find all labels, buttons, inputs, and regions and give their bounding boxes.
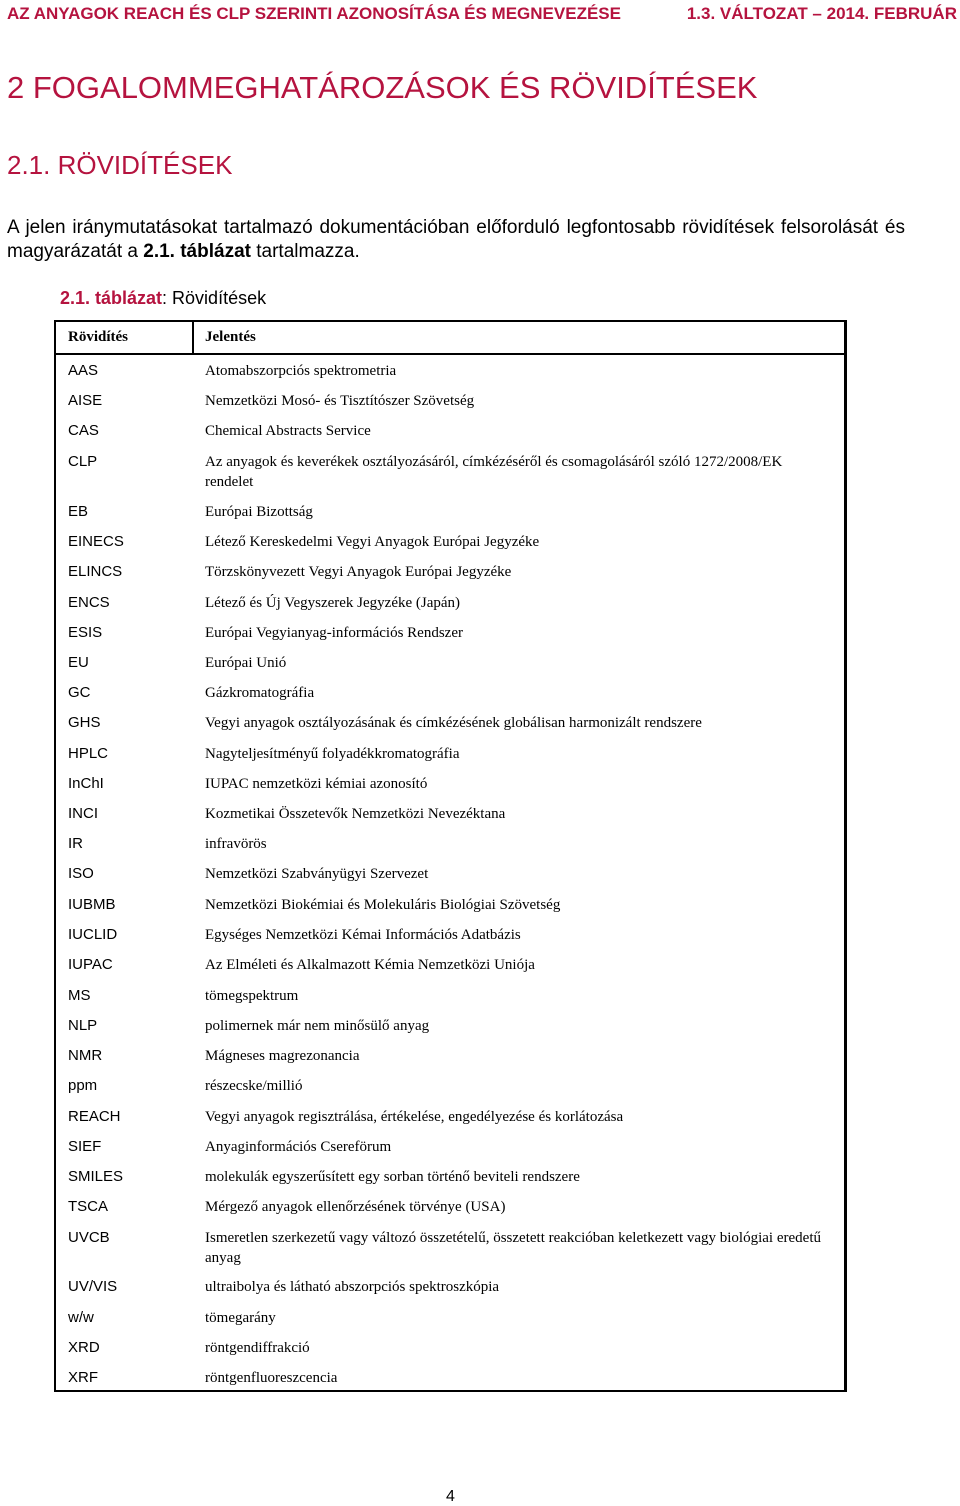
table-header-abbreviation: Rövidítés (68, 329, 128, 345)
table-cell-meaning: Európai Bizottság (205, 504, 313, 520)
table-cell-abbreviation: AISE (68, 392, 103, 409)
table-cell-meaning: tömegarány (205, 1310, 276, 1326)
table-cell-abbreviation: INCI (68, 805, 98, 822)
table-cell-abbreviation: TSCA (68, 1198, 109, 1215)
table-cell-abbreviation: ESIS (68, 624, 103, 641)
table-header-meaning: Jelentés (205, 329, 256, 345)
table-cell-abbreviation: IUPAC (68, 956, 113, 973)
table-cell-meaning: Létező és Új Vegyszerek Jegyzéke (Japán) (205, 595, 461, 611)
table-cell-abbreviation: IUBMB (68, 896, 116, 913)
running-header (7, 4, 957, 26)
table-cell-meaning: röntgenfluoreszcencia (205, 1370, 338, 1386)
table-cell-meaning: Egységes Nemzetközi Kémai Információs Adatbázis (205, 927, 521, 943)
table-cell-meaning: tömegspektrum (205, 988, 299, 1004)
table-header-rule (54, 353, 847, 355)
table-cell-meaning: Nemzetközi Mosó- és Tisztítószer Szövetség (205, 393, 475, 409)
table-cell-meaning: Nagyteljesítményű folyadékkromatográfia (205, 746, 460, 762)
table-cell-meaning: Chemical Abstracts Service (205, 423, 371, 439)
table-cell-abbreviation: UV/VIS (68, 1278, 118, 1295)
table-cell-meaning: Vegyi anyagok regisztrálása, értékelése, engedélyezése és korlátozása (205, 1109, 624, 1125)
page-number: 4 (446, 1488, 455, 1505)
table-cell-meaning: molekulák egyszerűsített egy sorban történő beviteli rendszere (205, 1169, 580, 1185)
table-cell-abbreviation: SMILES (68, 1168, 124, 1185)
table-cell-abbreviation: CAS (68, 422, 99, 439)
table-cell-abbreviation: SIEF (68, 1138, 102, 1155)
table-cell-abbreviation: NMR (68, 1047, 103, 1064)
table-cell-abbreviation: w/w (68, 1309, 94, 1326)
intro-text-after: tartalmazza. (250, 241, 360, 262)
intro-table-reference: 2.1. táblázat (143, 241, 251, 262)
table-cell-meaning: Európai Vegyianyag-információs Rendszer (205, 625, 463, 641)
table-cell-abbreviation: XRD (68, 1339, 100, 1356)
table-cell-abbreviation: REACH (68, 1108, 121, 1125)
table-cell-abbreviation: MS (68, 987, 91, 1004)
table-cell-abbreviation: EU (68, 654, 89, 671)
table-cell-meaning: Az anyagok és keverékek osztályozásáról, címkézéséről és csomagolásáról szóló 1272/2008/EK rendelet (205, 454, 783, 490)
table-cell-meaning: röntgendiffrakció (205, 1340, 310, 1356)
table-cell-abbreviation: GC (68, 684, 91, 701)
table-cell-abbreviation: IUCLID (68, 926, 118, 943)
table-cell-abbreviation: EB (68, 503, 89, 520)
intro-paragraph (7, 216, 905, 264)
header-document-title: AZ ANYAGOK REACH ÉS CLP SZERINTI AZONOSÍTÁSA ÉS MEGNEVEZÉSE (7, 4, 621, 23)
table-cell-abbreviation: CLP (68, 453, 98, 470)
intro-text-before: A jelen iránymutatásokat tartalmazó dokumentációban előforduló legfontosabb rövidítések felsorolását és magyarázatát a (7, 217, 905, 262)
table-cell-meaning: Vegyi anyagok osztályozásának és címkézésének globálisan harmonizált rendszere (205, 715, 702, 731)
table-cell-meaning: Az Elméleti és Alkalmazott Kémia Nemzetközi Uniója (205, 957, 535, 973)
table-cell-abbreviation: XRF (68, 1369, 98, 1386)
header-version: 1.3. VÁLTOZAT – 2014. FEBRUÁR (686, 4, 957, 23)
table-cell-meaning: Európai Unió (205, 655, 287, 671)
table-cell-abbreviation: ISO (68, 865, 94, 882)
table-cell-meaning: Létező Kereskedelmi Vegyi Anyagok Európai Jegyzéke (205, 534, 540, 550)
table-cell-meaning: IUPAC nemzetközi kémiai azonosító (205, 776, 428, 792)
table-header-divider (192, 320, 194, 355)
table-cell-meaning: Mágneses magrezonancia (205, 1048, 360, 1064)
table-cell-meaning: Mérgező anyagok ellenőrzésének törvénye (USA) (205, 1199, 506, 1215)
table-cell-abbreviation: ELINCS (68, 563, 123, 580)
table-cell-meaning: Nemzetközi Szabványügyi Szervezet (205, 866, 429, 882)
table-caption-label: 2.1. táblázat (60, 288, 163, 308)
table-cell-meaning: infravörös (205, 836, 267, 852)
chapter-heading: 2 FOGALOMMEGHATÁROZÁSOK ÉS RÖVIDÍTÉSEK (7, 70, 758, 105)
section-heading: 2.1. RÖVIDÍTÉSEK (7, 150, 233, 180)
table-cell-abbreviation: InChI (68, 775, 104, 792)
table-cell-meaning: Nemzetközi Biokémiai és Molekuláris Biológiai Szövetség (205, 897, 561, 913)
table-cell-meaning: Anyaginformációs Csereförum (205, 1139, 392, 1155)
table-cell-meaning: Törzskönyvezett Vegyi Anyagok Európai Jegyzéke (205, 564, 512, 580)
table-cell-meaning: ultraibolya és látható abszorpciós spektroszkópia (205, 1279, 500, 1295)
table-cell-meaning: részecske/millió (205, 1078, 303, 1094)
table-cell-abbreviation: IR (68, 835, 83, 852)
table-cell-meaning: Kozmetikai Összetevők Nemzetközi Nevezéktana (205, 806, 506, 822)
table-cell-abbreviation: UVCB (68, 1229, 110, 1246)
table-cell-abbreviation: AAS (68, 362, 99, 379)
table-cell-abbreviation: ppm (68, 1077, 98, 1094)
table-cell-abbreviation: NLP (68, 1017, 98, 1034)
table-cell-abbreviation: EINECS (68, 533, 124, 550)
table-cell-meaning: polimernek már nem minősülő anyag (205, 1018, 430, 1034)
table-cell-abbreviation: ENCS (68, 594, 110, 611)
table-cell-abbreviation: HPLC (68, 745, 109, 762)
table-caption (60, 288, 266, 309)
table-cell-meaning: Gázkromatográfia (205, 685, 315, 701)
table-cell-abbreviation: GHS (68, 714, 101, 731)
table-cell-meaning: Atomabszorpciós spektrometria (205, 363, 397, 379)
table-cell-meaning: Ismeretlen szerkezetű vagy változó összetételű, összetett reakcióban keletkezett vagy biológiai eredetű anyag (205, 1230, 821, 1266)
table-caption-title: : Rövidítések (162, 288, 267, 308)
